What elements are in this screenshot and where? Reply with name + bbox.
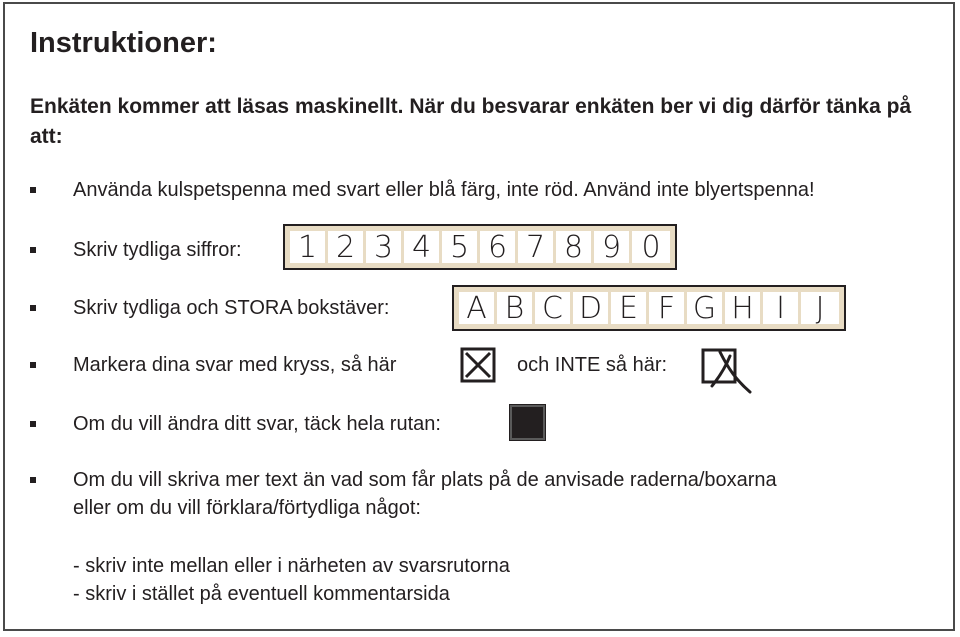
instruction-marks-text-2: och INTE så här: xyxy=(517,354,668,376)
digit-examples xyxy=(283,224,677,270)
bullet-icon xyxy=(30,362,36,368)
instruction-extra-text-line1: Om du vill skriva mer text än vad som får plats på de anvisade raderna/boxarna xyxy=(73,469,777,491)
instruction-change-text: Om du vill ändra ditt svar, täck hela rutan: xyxy=(73,413,441,435)
letter-cell: A xyxy=(459,292,497,324)
digit-cell: 2 xyxy=(328,231,366,263)
intro-text: Enkäten kommer att läsas maskinellt. När du besvarar enkäten ber vi dig därför tänka på att: xyxy=(30,95,912,148)
bullet-icon xyxy=(30,247,36,253)
digit-cell: 4 xyxy=(404,231,442,263)
incorrect-cross-icon xyxy=(700,346,754,396)
note-item: - skriv inte mellan eller i närheten av svarsrutorna xyxy=(73,555,510,577)
page-title: Instruktioner: xyxy=(30,27,217,59)
bullet-icon xyxy=(30,421,36,427)
bullet-icon xyxy=(30,187,36,193)
instruction-extra-text-line2: eller om du vill förklara/förtydliga något: xyxy=(73,497,421,519)
digit-cell: 9 xyxy=(594,231,632,263)
letter-cell: B xyxy=(497,292,535,324)
bullet-icon xyxy=(30,477,36,483)
letter-examples xyxy=(452,285,846,331)
digit-cell: 3 xyxy=(366,231,404,263)
filled-box-icon xyxy=(509,404,546,441)
instruction-digits-text: Skriv tydliga siffror: xyxy=(73,239,242,261)
letter-cell: D xyxy=(573,292,611,324)
letter-cell: F xyxy=(649,292,687,324)
letter-cell: E xyxy=(611,292,649,324)
digit-cell: 8 xyxy=(556,231,594,263)
letter-cell: H xyxy=(725,292,763,324)
digit-cell: 7 xyxy=(518,231,556,263)
digit-cell: 6 xyxy=(480,231,518,263)
bullet-icon xyxy=(30,305,36,311)
letter-cell: G xyxy=(687,292,725,324)
instruction-marks-text: Markera dina svar med kryss, så här xyxy=(73,354,397,376)
note-item: - skriv i stället på eventuell kommentarsida xyxy=(73,583,450,605)
correct-cross-icon xyxy=(460,347,496,383)
letter-cell: I xyxy=(763,292,801,324)
digit-cell: 0 xyxy=(632,231,670,263)
digit-cell: 1 xyxy=(290,231,328,263)
instruction-letters-text: Skriv tydliga och STORA bokstäver: xyxy=(73,297,390,319)
letter-cell: J xyxy=(801,292,839,324)
instruction-pen-text: Använda kulspetspenna med svart eller blå färg, inte röd. Använd inte blyertspenna! xyxy=(73,179,815,201)
letter-cell: C xyxy=(535,292,573,324)
digit-cell: 5 xyxy=(442,231,480,263)
